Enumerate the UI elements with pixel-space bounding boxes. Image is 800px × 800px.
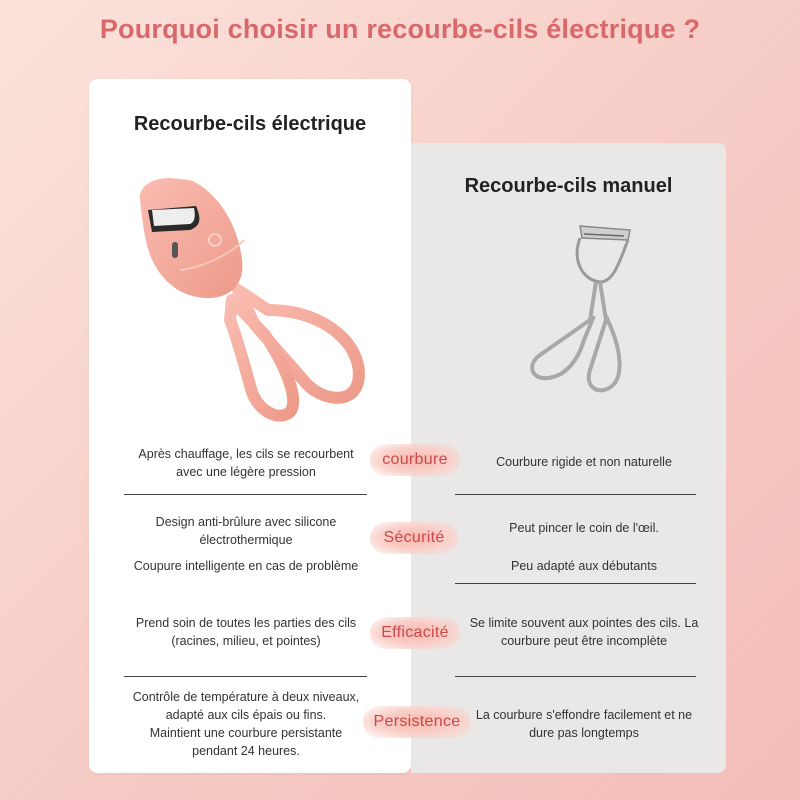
manual-courbure-text [455,453,713,471]
text-line: électrothermique [199,533,293,547]
manual-efficacite-text [455,614,713,650]
efficacite-badge [370,617,460,649]
text-line: (racines, milieu, et pointes) [171,634,321,648]
securite-label: Sécurité [383,529,445,546]
manual-curler-image [520,220,640,400]
electric-heading: Recourbe-cils électrique [133,113,367,135]
text-line: Design anti-brûlure avec silicone [155,515,337,529]
text-line: Après chauffage, les cils se recourbent [138,447,354,461]
page-title: Pourquoi choisir un recourbe-cils électrique ? [99,14,701,44]
text-line: Maintient une courbure persistante [149,726,343,740]
divider [124,676,367,677]
text-line: Courbure rigide et non naturelle [496,455,672,469]
text-line: Contrôle de température à deux niveaux, [132,690,360,704]
text-line: La courbure s'effondre facilement et ne [475,708,693,722]
divider [124,494,367,495]
text-line: Peut pincer le coin de l'œil. [509,521,659,535]
manual-persistence-text [455,706,713,742]
manual-heading: Recourbe-cils manuel [464,175,673,197]
efficacite-label: Efficacité [381,624,449,641]
manual-securite-extra: Peu adapté aux débutants [511,559,657,573]
divider [455,676,696,677]
persistence-label: Persistence [373,713,461,730]
electric-securite-extra: Coupure intelligente en cas de problème [133,559,359,573]
text-line: pendant 24 heures. [192,744,300,758]
electric-efficacite-text [112,614,380,650]
text-line: Prend soin de toutes les parties des cils [135,616,357,630]
text-line: dure pas longtemps [529,726,639,740]
electric-curler-image [120,160,380,430]
electric-securite-text [112,513,380,549]
courbure-badge [370,444,460,476]
text-line: courbure peut être incomplète [500,634,668,648]
divider [455,494,696,495]
text-line: avec une légère pression [176,465,316,479]
manual-securite-text [455,519,713,537]
courbure-label: courbure [382,451,448,468]
electric-persistence-text [112,688,380,760]
text-line: Se limite souvent aux pointes des cils. La [469,616,699,630]
text-line: adapté aux cils épais ou fins. [165,708,327,722]
electric-courbure-text [112,445,380,481]
divider [455,583,696,584]
securite-badge [370,522,458,554]
